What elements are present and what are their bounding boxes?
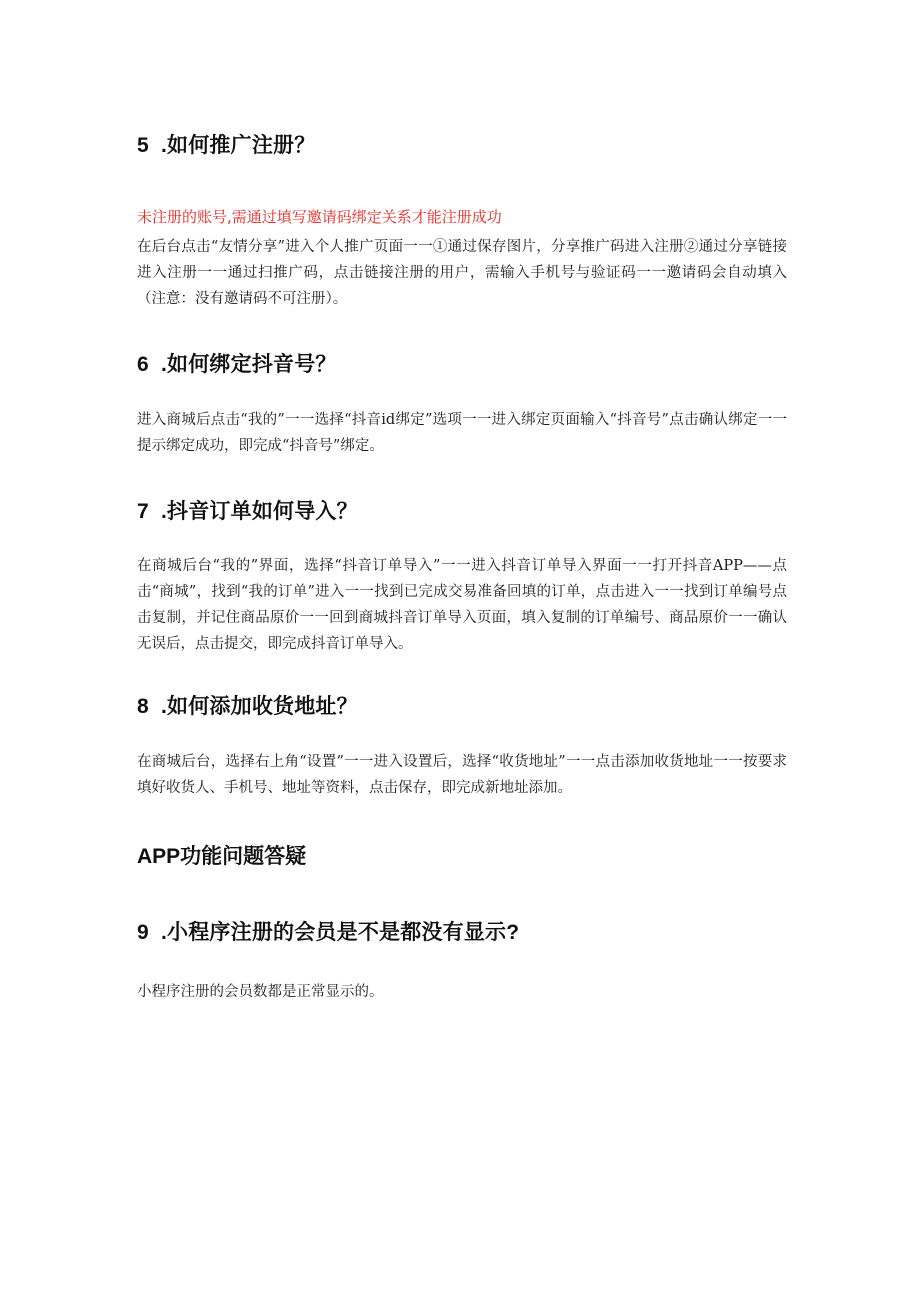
question-6-heading <box>137 348 337 378</box>
question-8-answer: 在商城后台，选择右上角“设置”一一进入设置后，选择“收货地址”一一点击添加收货地址一一按要求填好收货人、手机号、地址等资料，点击保存，即完成新地址添加。 <box>137 754 787 796</box>
section-title: APP功能问题答疑 <box>137 845 307 868</box>
question-7-answer: 在商城后台“我的”界面，选择“抖音订单导入”一一进入抖音订单导入界面一一打开抖音APP——点击“商城”，找到“我的订单”进入一一找到已完成交易准备回填的订单，点击进入一一找到订单编号点击复制，并记住商品原价一一回到商城抖音订单导入页面，填入复制的订单编号、商品原价一一确认无误后，点击提交，即完成抖音订单导入。 <box>137 558 787 652</box>
question-title: .如何绑定抖音号？ <box>161 353 337 376</box>
question-number: 6 <box>137 353 149 376</box>
question-title: .小程序注册的会员是不是都没有显示? <box>161 921 520 944</box>
question-number: 7 <box>137 500 149 523</box>
question-title: .抖音订单如何导入？ <box>161 500 358 523</box>
question-9-heading <box>137 916 519 946</box>
question-title: .如何添加收货地址？ <box>161 695 358 718</box>
question-5-heading <box>137 129 315 159</box>
question-7-heading <box>137 495 358 525</box>
question-title: .如何推广注册？ <box>161 134 316 157</box>
question-6-answer: 进入商城后点击“我的”一一选择“抖音id绑定”选项一一进入绑定页面输入“抖音号”点击确认绑定一一提示绑定成功，即完成“抖音号”绑定。 <box>137 412 787 454</box>
question-5-answer: 在后台点击“友情分享”进入个人推广页面一一①通过保存图片，分享推广码进入注册②通过分享链接进入注册一一通过扫推广码，点击链接注册的用户，需输入手机号与验证码一一邀请码会自动填入（注意：没有邀请码不可注册）。 <box>137 239 787 307</box>
question-5-warning-note: 未注册的账号,需通过填写邀请码绑定关系才能注册成功 <box>137 208 502 226</box>
question-number: 9 <box>137 921 149 944</box>
question-number: 5 <box>137 134 149 157</box>
question-8-heading <box>137 690 358 720</box>
question-9-answer: 小程序注册的会员数都是正常显示的。 <box>137 984 384 1000</box>
question-number: 8 <box>137 695 149 718</box>
